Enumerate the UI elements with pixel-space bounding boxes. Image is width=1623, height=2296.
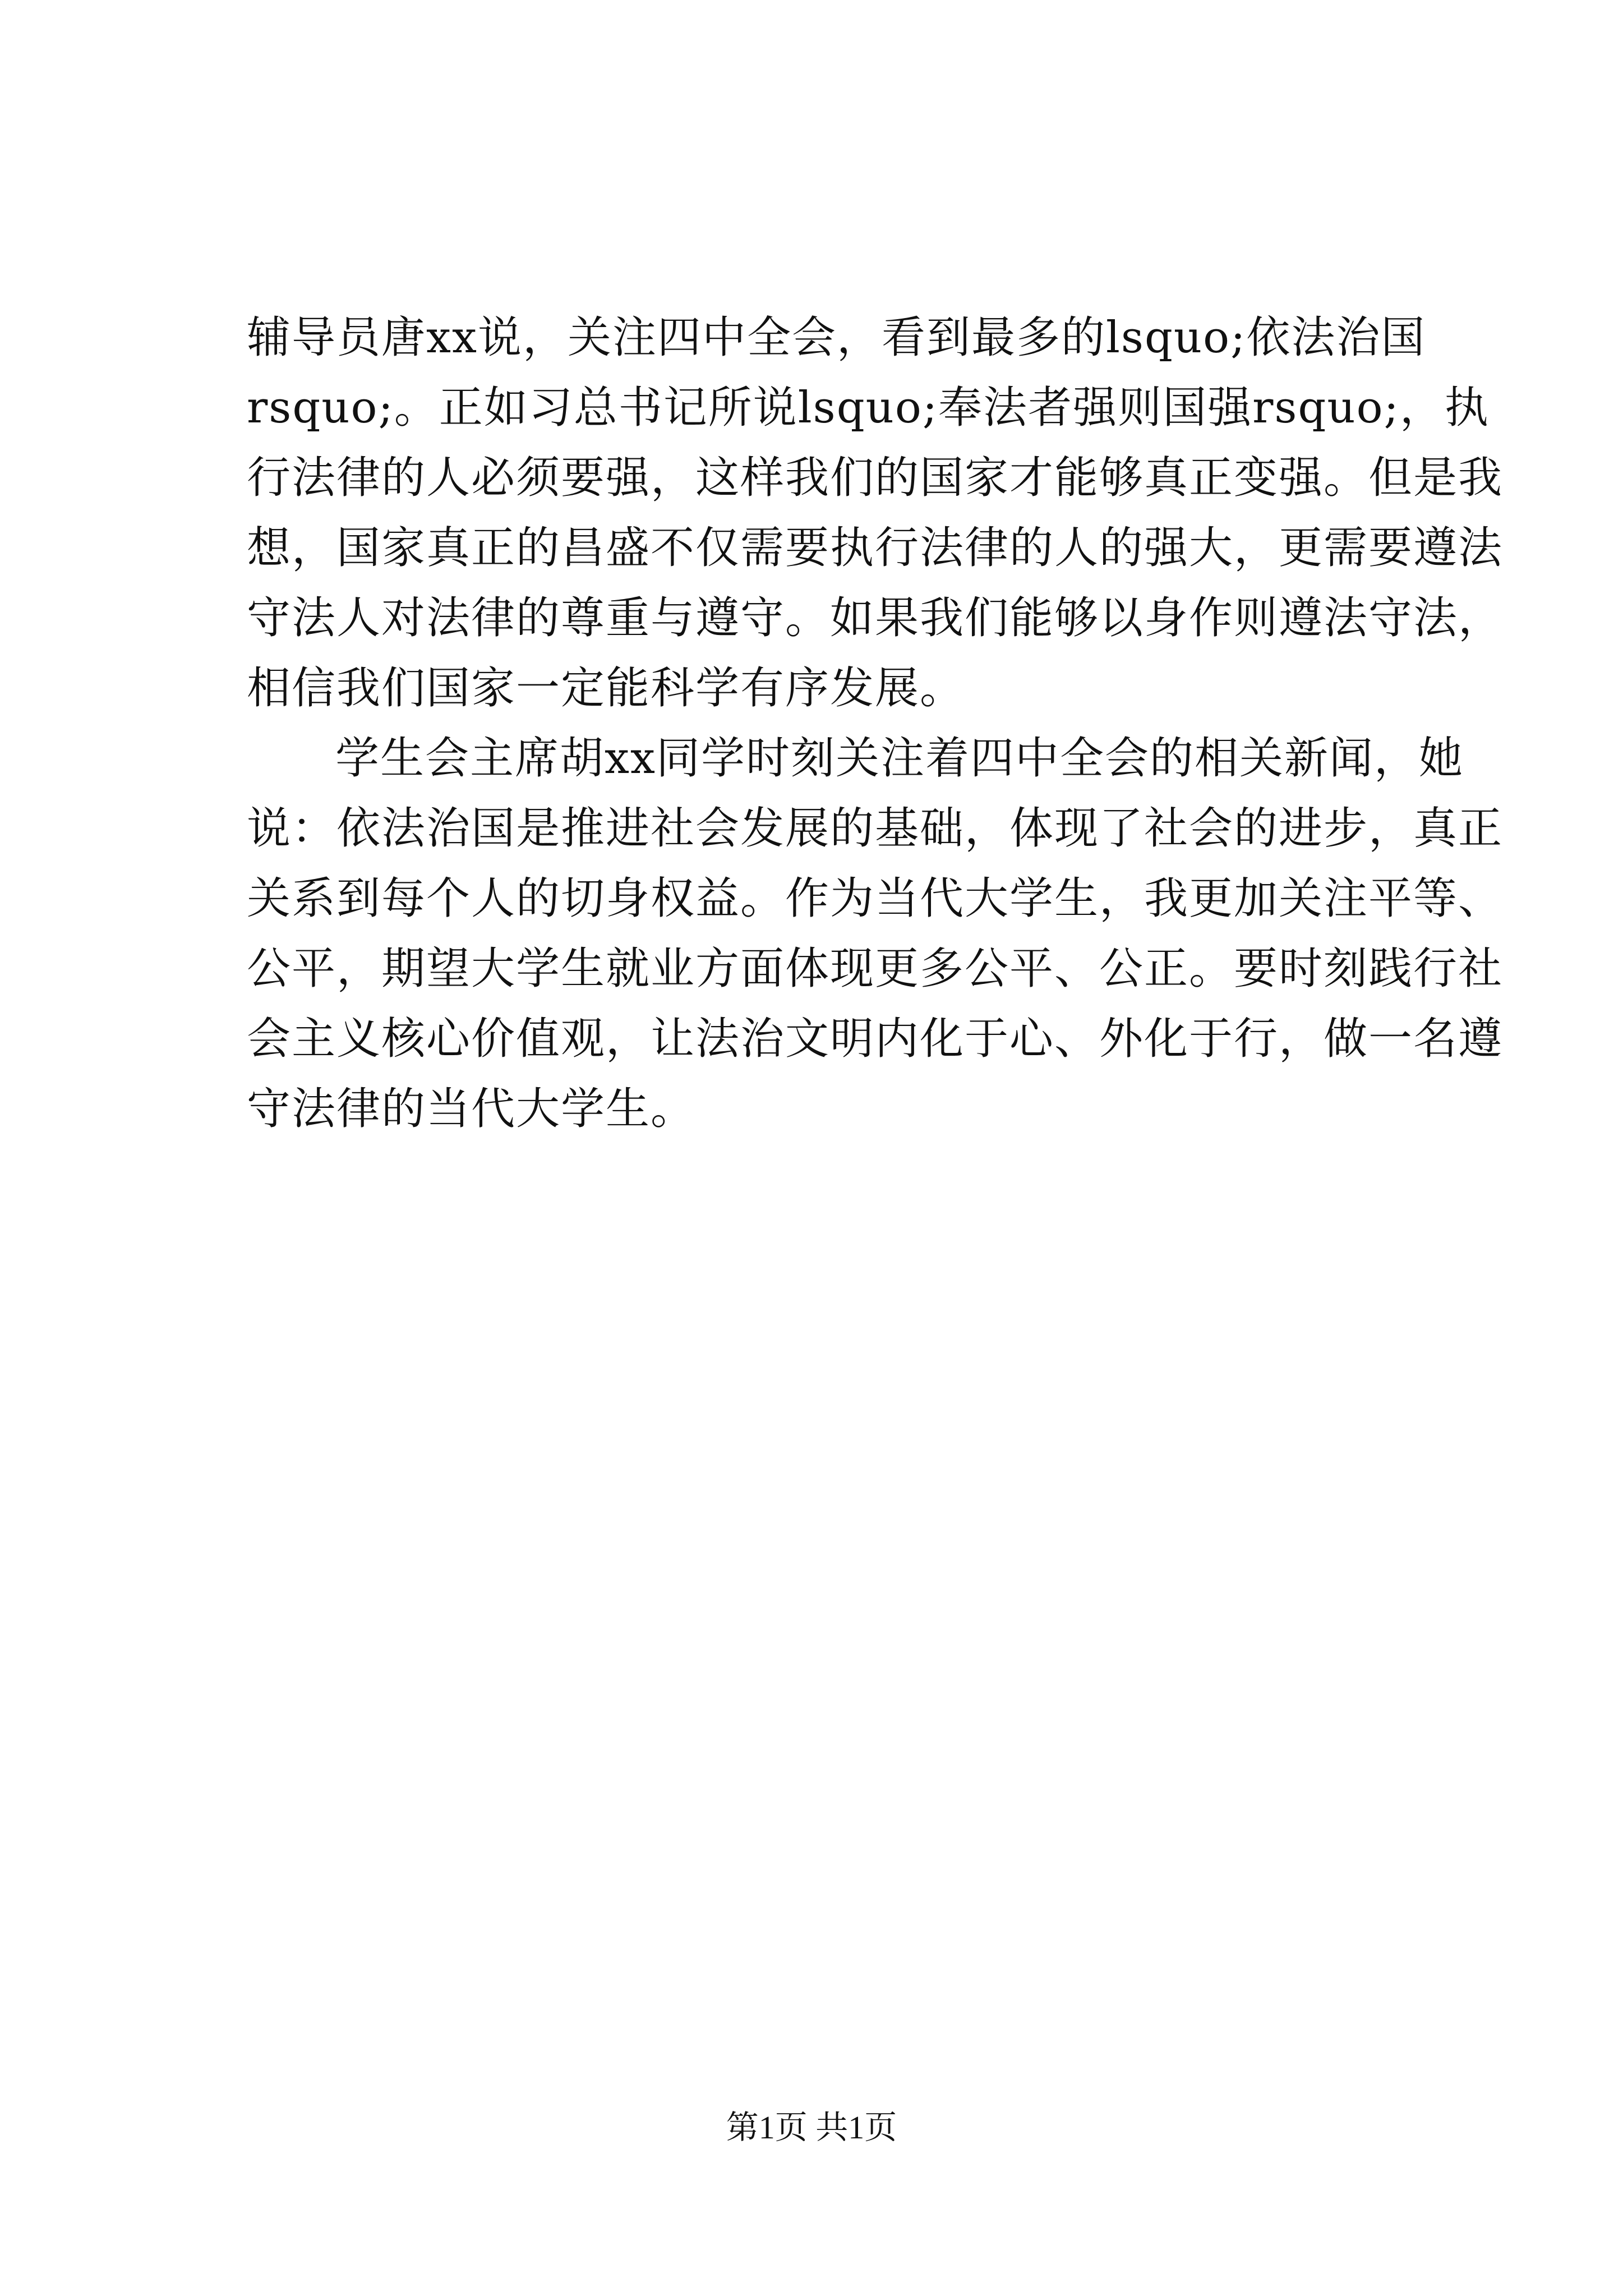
text-line: 公平，期望大学生就业方面体现更多公平、公正。要时刻践行社	[247, 944, 1504, 994]
text-line: 行法律的人必须要强，这样我们的国家才能够真正变强。但是我	[247, 453, 1504, 503]
text-line: 辅导员唐xx说，关注四中全会，看到最多的lsquo;依法治国	[247, 312, 1426, 363]
text-line: 学生会主席胡xx同学时刻关注着四中全会的相关新闻，她	[335, 733, 1464, 784]
text-line: 相信我们国家一定能科学有序发展。	[247, 663, 965, 714]
document-body	[247, 303, 1504, 1144]
paragraph-1	[247, 303, 1504, 724]
text-line: 关系到每个人的切身权益。作为当代大学生，我更加关注平等、	[247, 873, 1504, 924]
text-line: 守法律的当代大学生。	[247, 1084, 696, 1134]
page-footer: 第1页 共1页	[726, 2109, 897, 2146]
text-line: 会主义核心价值观，让法治文明内化于心、外化于行，做一名遵	[247, 1014, 1504, 1064]
text-line: 想，国家真正的昌盛不仅需要执行法律的人的强大，更需要遵法	[247, 523, 1504, 573]
paragraph-2	[247, 724, 1504, 1144]
text-line: rsquo;。正如习总书记所说lsquo;奉法者强则国强rsquo;，执	[247, 383, 1490, 433]
text-line: 守法人对法律的尊重与遵守。如果我们能够以身作则遵法守法，	[247, 593, 1504, 643]
text-line: 说：依法治国是推进社会发展的基础，体现了社会的进步，真正	[247, 803, 1504, 854]
